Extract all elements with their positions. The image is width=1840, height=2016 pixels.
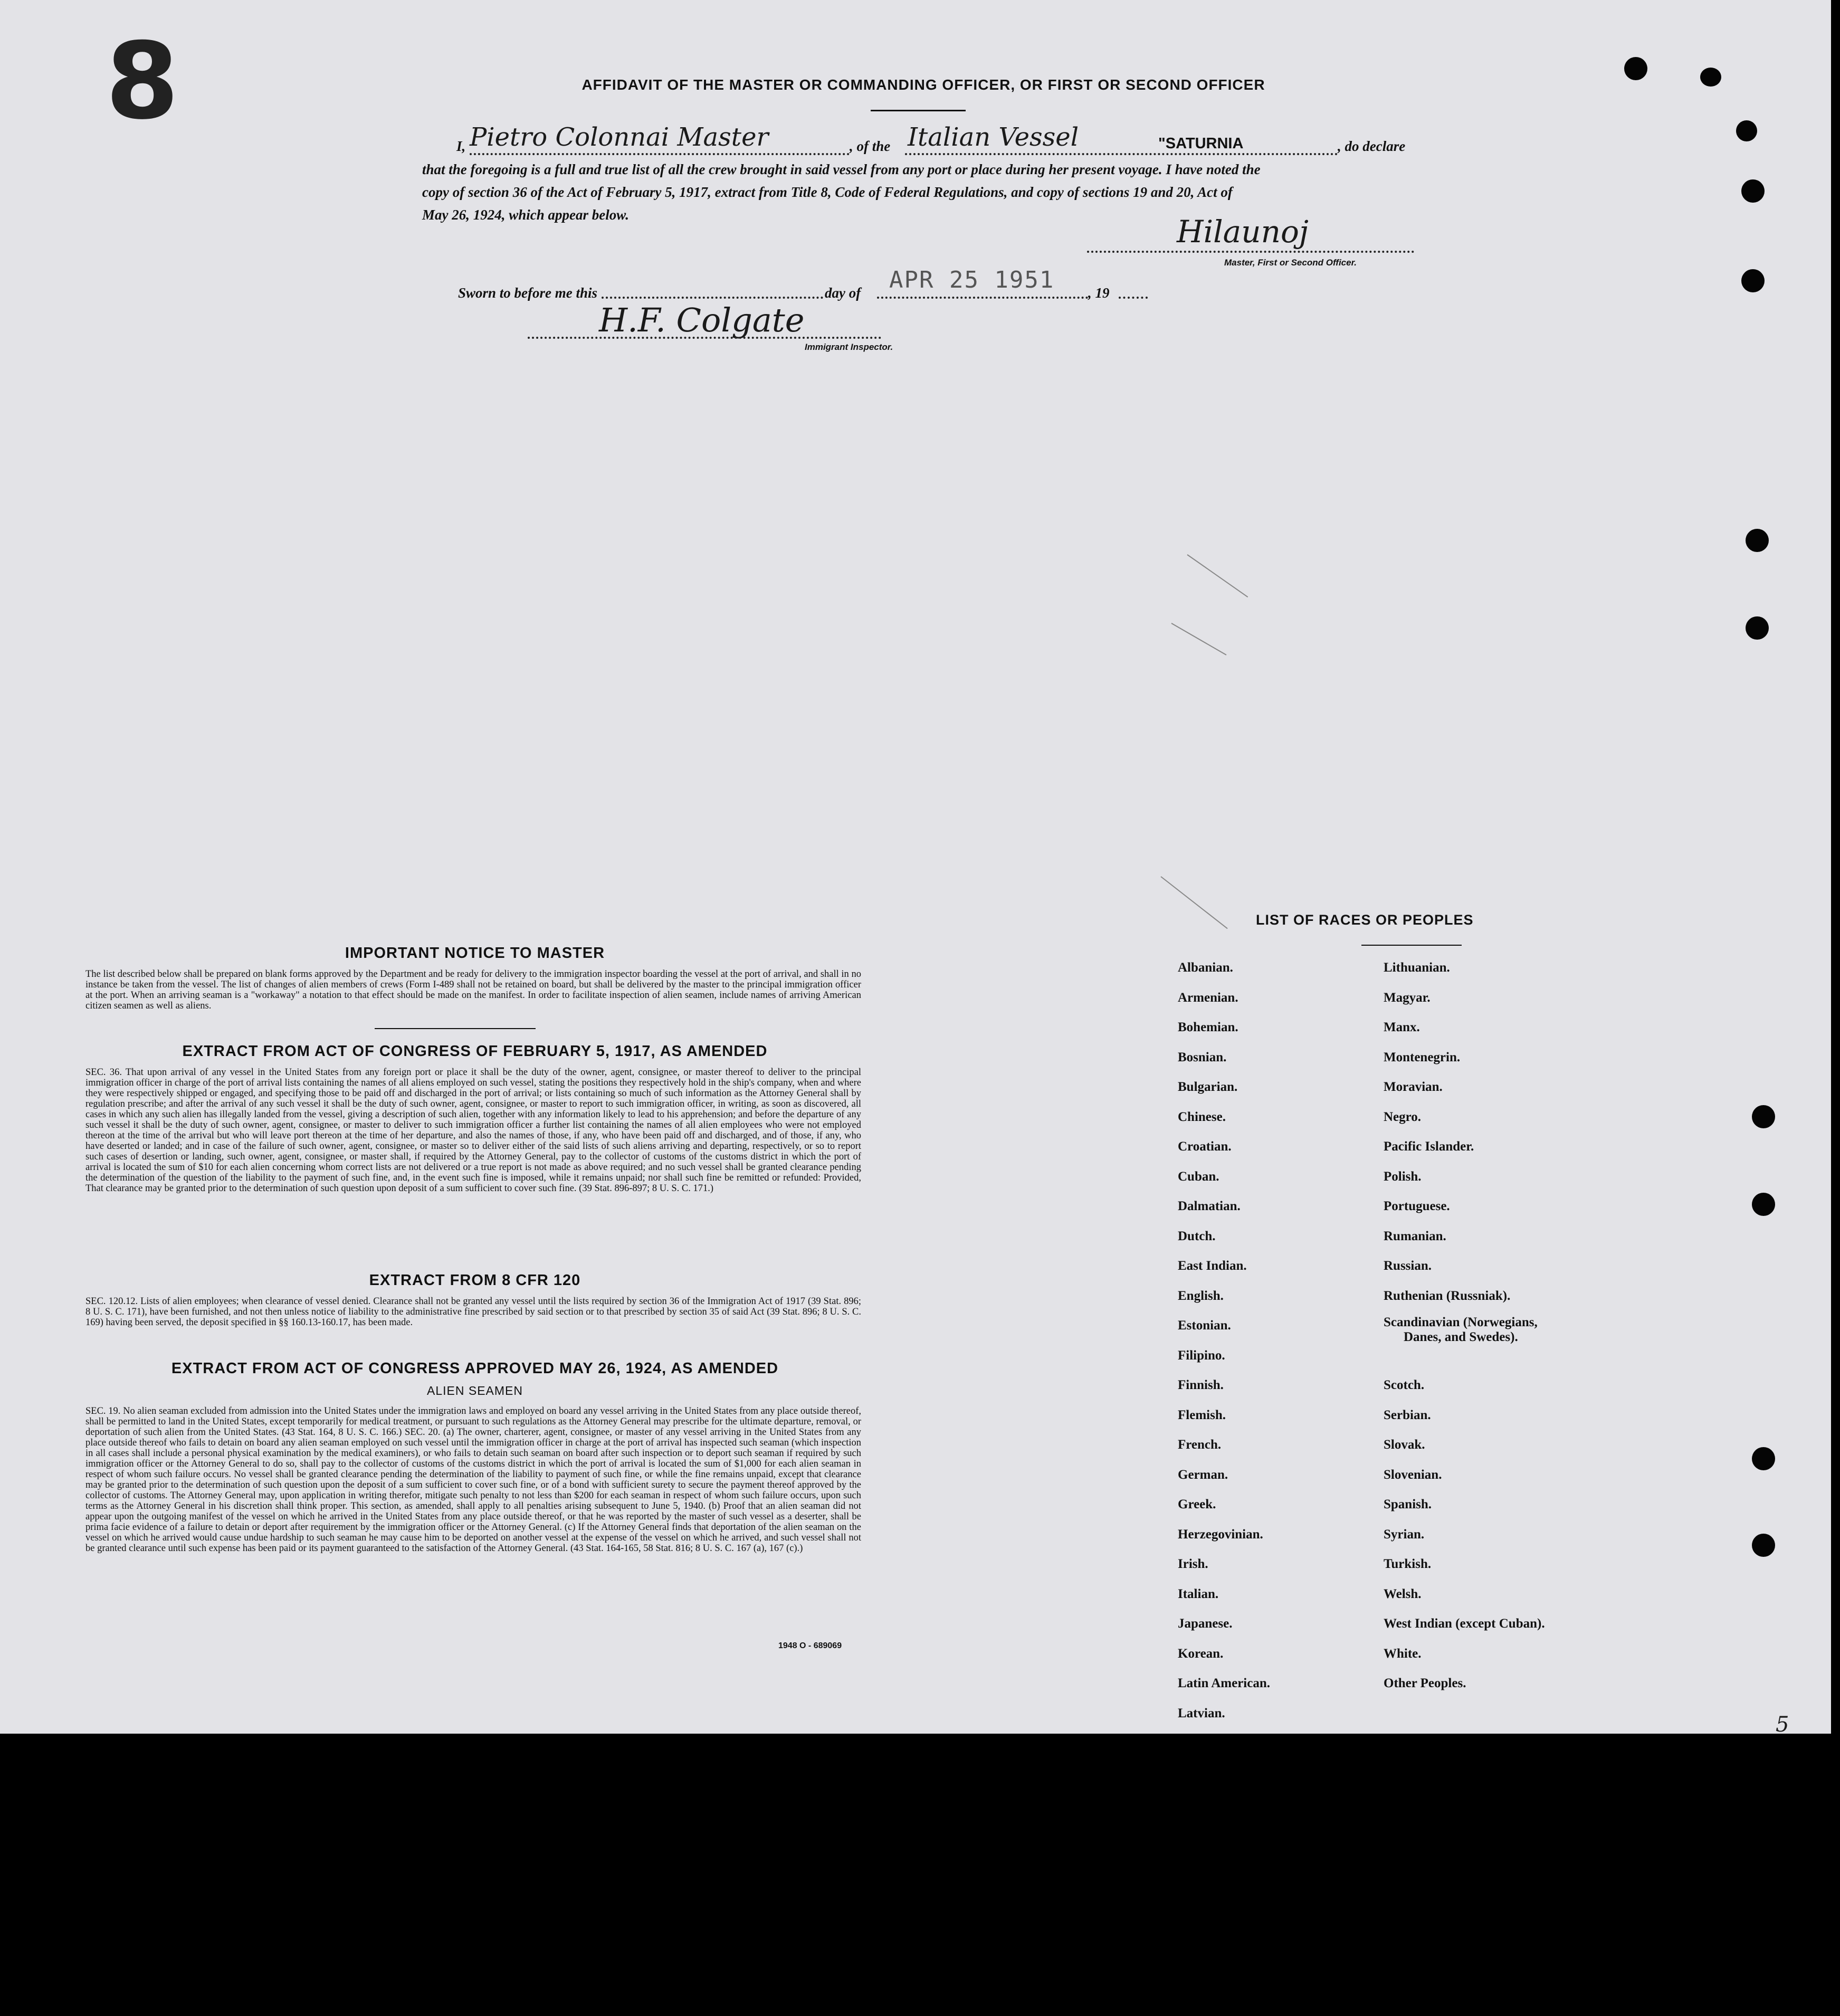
race-item: Pacific Islander. (1384, 1139, 1474, 1154)
race-item: Other Peoples. (1384, 1676, 1466, 1690)
sworn-year-line (1119, 297, 1148, 299)
extract-cfr-body: SEC. 120.12. Lists of alien employees; when clearance of vessel denied. Clearance shall not be granted any vessel until the lists required by section 36 of the Immigration Act of 1917 (39 Stat. 896; 8 U. S. C. 171), have been furnished, and not then unless notice of liability to the administrative fine prescribed by said section or to that prescribed by section 35 of said Act (39 Stat. 896; 8 U. S. C. 169) having been served, the deposit specified in §§ 160.13-160.17, has been made. (85, 1296, 861, 1328)
race-item: Greek. (1178, 1497, 1216, 1511)
binder-hole (1746, 529, 1769, 552)
name-line (470, 153, 850, 155)
race-item: Finnish. (1178, 1378, 1224, 1392)
race-item: White. (1384, 1647, 1422, 1661)
race-item: Cuban. (1178, 1169, 1219, 1184)
extract-cfr-title: EXTRACT FROM 8 CFR 120 (369, 1272, 581, 1289)
race-item: Latin American. (1178, 1676, 1270, 1690)
race-item: Serbian. (1384, 1408, 1431, 1422)
race-item: Slovenian. (1384, 1468, 1442, 1482)
race-item: West Indian (except Cuban). (1384, 1616, 1545, 1631)
race-item: Welsh. (1384, 1587, 1422, 1601)
race-item: Manx. (1384, 1020, 1420, 1034)
officer-label: Master, First or Second Officer. (1224, 258, 1357, 268)
year-prefix: , 19 (1088, 285, 1110, 301)
sworn-text: Sworn to before me this (458, 285, 598, 301)
declaration-line-2: that the foregoing is a full and true list of all the crew brought in said vessel from any port or place during her present voyage. I have noted the (422, 161, 1261, 177)
notice-body: The list described below shall be prepared on blank forms approved by the Department and be ready for delivery to the immigration inspector boarding the vessel at the port of arrival, and shall in no instance be taken from the vessel. The list of changes of alien members of crews (Form I-489 shall not be retained on board, but shall be delivered by the master to the principal immigration officer at the port. When an arriving seaman is a "workaway" a notation to that effect should be made on the manifest. In order to facilitate inspection of alien seamen, include names of arriving American citizen seamen as well as aliens. (85, 969, 861, 1011)
race-item: Rumanian. (1384, 1229, 1446, 1243)
binder-hole (1736, 120, 1757, 141)
race-item: Bosnian. (1178, 1050, 1227, 1064)
extract-1924-subtitle: ALIEN SEAMEN (427, 1384, 523, 1397)
race-item: Scandinavian (Norwegians, (1384, 1315, 1538, 1329)
race-item: Chinese. (1178, 1110, 1226, 1124)
extract-1924-title: EXTRACT FROM ACT OF CONGRESS APPROVED MAY 26, 1924, AS AMENDED (171, 1360, 779, 1377)
race-item: Turkish. (1384, 1557, 1432, 1571)
inspector-label: Immigrant Inspector. (805, 342, 893, 352)
race-item: Albanian. (1178, 961, 1233, 975)
extract-1924-body: SEC. 19. No alien seaman excluded from admission into the United States under the immigration laws and employed on board any vessel arriving in the United States from any place outside thereof, shall be permitted to land in the United States, except temporarily for medical treatment, or pursuant to such regulations as the Attorney General may prescribe for the ultimate departure, removal, or deportation of such alien from the United States. (43 Stat. 164, 8 U. S. C. 166.) SEC. 20. (a) The owner, charterer, agent, consignee, or master of any vessel arriving in the United States from any place outside thereof who fails to detain on board any alien seaman employed on such vessel until the immigration officer in charge at the port of arrival has inspected such seaman (which inspection in all cases shall include a personal physical examination by the medical examiners), or who fails to detain such seaman on board after such inspection or to deport such seaman if required by such immigration officer or the Attorney General to do so, shall pay to the collector of customs of the customs district in which the port of arrival is located the sum of $1,000 for each alien seaman in respect of whom such failure occurs. No vessel shall be granted clearance pending the determination of the liability to payment of such fine, or while the fine remains unpaid, except that clearance may be granted prior to the determination of such question upon the deposit of a sum sufficient to cover such fine, or of a bond with sufficient surety to secure the payment thereof approved by the collector of customs. The Attorney General may, upon application in writing therefor, mitigate such penalty to not less than $200 for each seaman in respect of whom such failure occurs, upon such terms as the Attorney General in his discretion shall think proper. This section, as amended, shall apply to all penalties arising subsequent to June 5, 1940. (b) Proof that an alien seaman did not appear upon the outgoing manifest of the vessel on which he arrived in the United States from any place outside thereof, or that he was reported by the master of such vessel as a deserter, shall be prima facie evidence of a failure to detain or deport after requirement by the immigration officer or the Attorney General. (c) If the Attorney General finds that deportation of the alien seaman on the vessel on which he arrived would cause undue hardship to such seaman he may cause him to be deported on another vessel at the expense of the vessel on which he arrived, and such vessel shall not be granted clearance until such expense has been paid or its payment guaranteed to the satisfaction of the Attorney General. (43 Stat. 164-165, 58 Stat. 816; 8 U. S. C. 167 (a), 167 (c).) (85, 1406, 861, 1554)
race-item: Syrian. (1384, 1527, 1425, 1542)
race-item: Filipino. (1178, 1348, 1225, 1363)
race-item: Lithuanian. (1384, 961, 1450, 975)
race-item: Dalmatian. (1178, 1199, 1241, 1213)
vessel-line (905, 153, 1338, 155)
race-item: Armenian. (1178, 991, 1238, 1005)
race-item: Russian. (1384, 1259, 1432, 1273)
race-item: Spanish. (1384, 1497, 1432, 1511)
race-item: Ruthenian (Russniak). (1384, 1289, 1511, 1303)
binder-hole (1752, 1534, 1775, 1557)
binder-hole (1752, 1447, 1775, 1470)
race-item: Herzegovinian. (1178, 1527, 1263, 1542)
binder-hole (1741, 179, 1765, 203)
title-rule (871, 110, 966, 111)
race-item: Italian. (1178, 1587, 1219, 1601)
race-item: Latvian. (1178, 1706, 1225, 1720)
race-item: Magyar. (1384, 991, 1431, 1005)
binder-hole (1741, 269, 1765, 292)
corner-number-mark: 8 (106, 20, 179, 143)
races-title-rule (1361, 945, 1462, 946)
race-item: Flemish. (1178, 1408, 1226, 1422)
sworn-day-line (602, 297, 823, 299)
officer-signature: Hilaunoj (1177, 214, 1309, 250)
binder-hole (1624, 57, 1647, 80)
notice-title: IMPORTANT NOTICE TO MASTER (345, 945, 605, 962)
race-item: Danes, and Swedes). (1404, 1330, 1518, 1344)
print-code: 1948 O - 689069 (778, 1641, 842, 1650)
declaration-line-3: copy of section 36 of the Act of February 5, 1917, extract from Title 8, Code of Federal Regulations, and copy of sections 19 and 20, Act of (422, 184, 1233, 200)
inspector-signature: H.F. Colgate (599, 301, 805, 339)
date-stamp: APR 25 1951 (889, 267, 1055, 293)
race-item: Estonian. (1178, 1318, 1231, 1333)
inspector-signature-line (528, 337, 881, 339)
corner-tick-mark: 5 (1776, 1713, 1789, 1737)
race-item: Croatian. (1178, 1139, 1232, 1154)
race-item: Slovak. (1384, 1438, 1425, 1452)
binder-hole (1700, 68, 1721, 87)
extract-1917-body: SEC. 36. That upon arrival of any vessel in the United States from any foreign port or place it shall be the duty of the owner, agent, consignee, or master thereof to deliver to the principal immigration officer in charge of the port of arrival lists containing the names of all aliens employed on such vessel, stating the positions they respectively hold in the ship's company, when and where they were respectively shipped or engaged, and specifying those to be paid off and discharged in the port of arrival; or lists containing so much of such information as the Attorney General shall by regulation prescribe; and after the arrival of any such vessel it shall be the duty of such owner, agent, consignee, or master to report to such immigration officer, in writing, as soon as discovered, all cases in which any such alien has illegally landed from the vessel, giving a description of such alien, together with any information likely to lead to his apprehension; and before the departure of any such vessel it shall be the duty of such owner, agent, consignee, or master to deliver to such immigration officer a further list containing the names of all alien employees who were not employed thereon at the time of the arrival but who will leave port thereon at the time of her departure, and also the names of those, if any, who have been paid off and discharged, and of those, if any, who have deserted or landed; and in case of the failure of such owner, agent, consignee, or master so to deliver either of the said lists of such aliens arriving and departing, respectively, or so to report such cases of desertion or landing, such owner, agent, consignee, or master shall, if required by the Attorney General, pay to the collector of customs of the customs district in which the port of arrival is located the sum of $10 for each alien concerning whom correct lists are not delivered or a true report is not made as above required; and no such vessel shall be granted clearance pending the determination of the question of the liability to the payment of such fine, and, in the event such fine is imposed, while it remains unpaid; nor shall such fine be remitted or refunded: Provided, That clearance may be granted prior to the determination of such question upon deposit of a sum sufficient to cover such fine. (39 Stat. 896-897; 8 U. S. C. 171.) (85, 1067, 861, 1194)
race-item: German. (1178, 1468, 1228, 1482)
of-the-label: , of the (850, 138, 891, 154)
officer-signature-line (1087, 251, 1414, 253)
binder-hole (1752, 1105, 1775, 1128)
sworn-month-line (877, 297, 1088, 299)
race-item: East Indian. (1178, 1259, 1247, 1273)
race-item: Irish. (1178, 1557, 1208, 1571)
race-item: French. (1178, 1438, 1222, 1452)
affidavit-title: AFFIDAVIT OF THE MASTER OR COMMANDING OFFICER, OR FIRST OR SECOND OFFICER (581, 77, 1265, 93)
section-divider (375, 1028, 536, 1029)
day-of-label: day of (825, 285, 861, 301)
races-title: LIST OF RACES OR PEOPLES (1256, 912, 1474, 928)
race-item: Korean. (1178, 1647, 1224, 1661)
binder-hole (1746, 616, 1769, 640)
race-item: Moravian. (1384, 1080, 1443, 1094)
scratch-mark (1160, 876, 1227, 929)
vessel-name: "SATURNIA (1158, 135, 1244, 152)
scratch-mark (1171, 623, 1227, 655)
extract-1917-title: EXTRACT FROM ACT OF CONGRESS OF FEBRUARY 5, 1917, AS AMENDED (182, 1043, 768, 1060)
i-prefix: I, (456, 138, 466, 154)
declaration-line-4: May 26, 1924, which appear below. (422, 207, 630, 223)
vessel-type-handwritten: Italian Vessel (908, 122, 1079, 152)
scratch-mark (1187, 554, 1248, 597)
race-item: Japanese. (1178, 1616, 1233, 1631)
do-declare-label: , do declare (1338, 138, 1406, 154)
race-item: Bulgarian. (1178, 1080, 1238, 1094)
race-item: Dutch. (1178, 1229, 1216, 1243)
binder-hole (1752, 1193, 1775, 1216)
race-item: English. (1178, 1289, 1224, 1303)
race-item: Polish. (1384, 1169, 1422, 1184)
race-item: Scotch. (1384, 1378, 1425, 1392)
race-item: Portuguese. (1384, 1199, 1450, 1213)
master-name-handwritten: Pietro Colonnai Master (470, 122, 769, 152)
race-item: Negro. (1384, 1110, 1422, 1124)
race-item: Montenegrin. (1384, 1050, 1461, 1064)
race-item: Bohemian. (1178, 1020, 1238, 1034)
